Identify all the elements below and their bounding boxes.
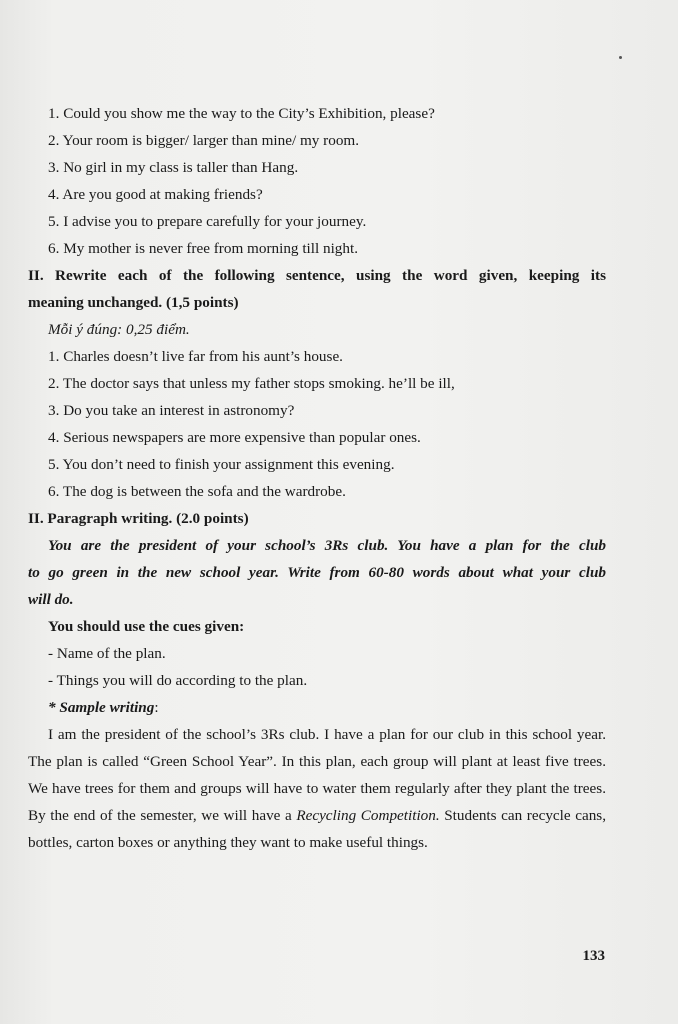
writing-prompt-cont: to go green in the new school year. Write from 60-80 words about what your club bbox=[28, 564, 606, 581]
sample-writing-label-text: * Sample writing bbox=[48, 699, 155, 716]
answer-item: 1. Charles doesn’t live far from his aunt’s house. bbox=[48, 348, 343, 365]
answer-item: 6. The dog is between the sofa and the wardrobe. bbox=[48, 483, 346, 500]
answer-item: 3. Do you take an interest in astronomy? bbox=[48, 402, 295, 419]
answer-item: 4. Are you good at making friends? bbox=[48, 186, 263, 203]
cue-item: - Name of the plan. bbox=[48, 645, 166, 662]
sample-text-part2: Students can recycle cans, bottles, carton boxes or anything they want to make useful things. bbox=[28, 807, 606, 851]
answer-item: 6. My mother is never free from morning till night. bbox=[48, 240, 359, 257]
cues-heading: You should use the cues given: bbox=[48, 618, 245, 635]
answer-item: 3. No girl in my class is taller than Hang. bbox=[48, 159, 299, 176]
page-speck bbox=[619, 56, 622, 59]
sample-writing-label bbox=[28, 694, 606, 721]
answer-item: 2. Your room is bigger/ larger than mine/ my room. bbox=[48, 132, 360, 149]
answer-item: 1. Could you show me the way to the City’s Exhibition, please? bbox=[48, 105, 435, 122]
sample-paragraph bbox=[28, 721, 606, 856]
page-content bbox=[28, 100, 606, 856]
sample-writing-colon: : bbox=[154, 699, 159, 716]
section-heading-paragraph: II. Paragraph writing. (2.0 points) bbox=[28, 510, 249, 527]
section-heading-rewrite: II. Rewrite each of the following sentence, using the word given, keeping its bbox=[28, 267, 606, 284]
page-number: 133 bbox=[582, 948, 605, 964]
answer-item: 5. You don’t need to finish your assignment this evening. bbox=[48, 456, 395, 473]
answer-item: 5. I advise you to prepare carefully for your journey. bbox=[48, 213, 367, 230]
section-rewrite bbox=[28, 262, 606, 505]
section-heading-rewrite-cont: meaning unchanged. (1,5 points) bbox=[28, 294, 239, 311]
answer-item: 4. Serious newspapers are more expensive than popular ones. bbox=[48, 429, 421, 446]
answer-list-part-a bbox=[28, 100, 606, 262]
answer-item: 2. The doctor says that unless my father stops smoking. he’ll be ill, bbox=[48, 375, 455, 392]
sample-text-part1: I am the president of the school’s 3Rs club. I have a plan for our club in this school year. The plan is called “Green School Year”. In this plan, each group will plant at least five trees. We have trees for them and groups will have to water them regularly after they plant the trees. By the end of the semester, we will have a bbox=[28, 726, 606, 824]
scoring-note: Mỗi ý đúng: 0,25 điểm. bbox=[48, 321, 190, 338]
section-paragraph-writing bbox=[28, 505, 606, 856]
cue-item: - Things you will do according to the plan. bbox=[48, 672, 308, 689]
sample-text-italic: Recycling Competition. bbox=[296, 807, 440, 824]
writing-prompt: You are the president of your school’s 3Rs club. You have a plan for the club bbox=[48, 537, 606, 554]
writing-prompt-end: will do. bbox=[28, 591, 74, 608]
